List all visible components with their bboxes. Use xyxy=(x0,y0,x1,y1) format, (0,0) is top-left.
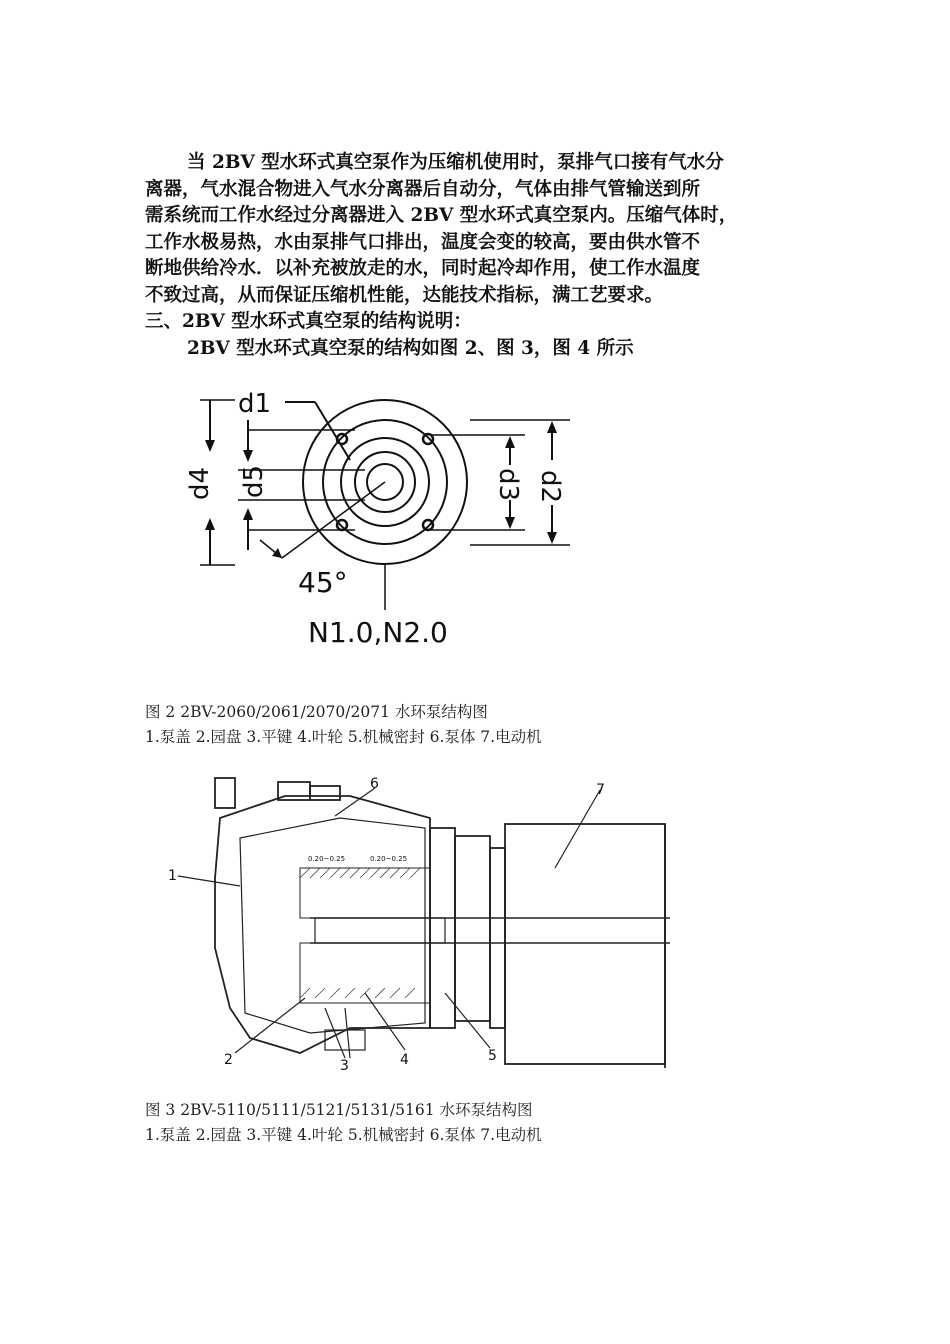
paragraph-line: 工作水极易热，水由泵排气口排出，温度会变的较高，要由供水管不 xyxy=(145,231,701,253)
clearance-b-label: 0.20~0.25 xyxy=(370,855,408,863)
d2-label: d2 xyxy=(535,470,565,504)
figure2-drawing xyxy=(180,380,600,670)
d1-label: d1 xyxy=(238,389,272,419)
figure3-parts-list: 1.泵盖 2.园盘 3.平键 4.叶轮 5.机械密封 6.泵体 7.电动机 xyxy=(145,1126,542,1144)
figure2-parts-list: 1.泵盖 2.园盘 3.平键 4.叶轮 5.机械密封 6.泵体 7.电动机 xyxy=(145,728,542,746)
part-1-label: 1 xyxy=(168,868,177,884)
d3-label: d3 xyxy=(493,468,523,502)
figure3-caption: 图 3 2BV-5110/5111/5121/5131/5161 水环泵结构图 xyxy=(145,1101,533,1119)
d4-label: d4 xyxy=(185,466,215,500)
note-label: N1.0,N2.0 xyxy=(308,616,448,649)
section-intro: 2BV 型水环式真空泵的结构如图 2、图 3，图 4 所示 xyxy=(187,337,634,359)
part-2-label: 2 xyxy=(224,1052,233,1068)
figure3-drawing xyxy=(160,768,680,1078)
part-3-label: 3 xyxy=(340,1058,349,1074)
d5-label: d5 xyxy=(239,464,269,498)
angle-label: 45° xyxy=(298,566,348,599)
figure2-caption: 图 2 2BV-2060/2061/2070/2071 水环泵结构图 xyxy=(145,703,488,721)
part-6-label: 6 xyxy=(370,776,379,792)
paragraph-line: 不致过高，从而保证压缩机性能，达能技术指标，满工艺要求。 xyxy=(145,284,664,306)
paragraph-line: 断地供给冷水．以补充被放走的水，同时起冷却作用，使工作水温度 xyxy=(145,258,701,279)
motor-body xyxy=(505,824,665,1064)
paragraph-line: 当 2BV 型水环式真空泵作为压缩机使用时，泵排气口接有气水分 xyxy=(187,152,724,173)
part-7-label: 7 xyxy=(596,782,605,798)
paragraph-line: 离器，气水混合物进入气水分离器后自动分，气体由排气管输送到所 xyxy=(145,178,701,200)
clearance-a-label: 0.20~0.25 xyxy=(308,855,346,863)
section-heading: 三、2BV 型水环式真空泵的结构说明： xyxy=(145,311,472,332)
part-4-label: 4 xyxy=(400,1052,409,1068)
part-5-label: 5 xyxy=(488,1048,497,1064)
paragraph-line: 需系统而工作水经过分离器进入 2BV 型水环式真空泵内。压缩气体时， xyxy=(145,205,738,226)
pump-body-outline xyxy=(215,796,430,1053)
body-paragraph xyxy=(145,150,805,362)
